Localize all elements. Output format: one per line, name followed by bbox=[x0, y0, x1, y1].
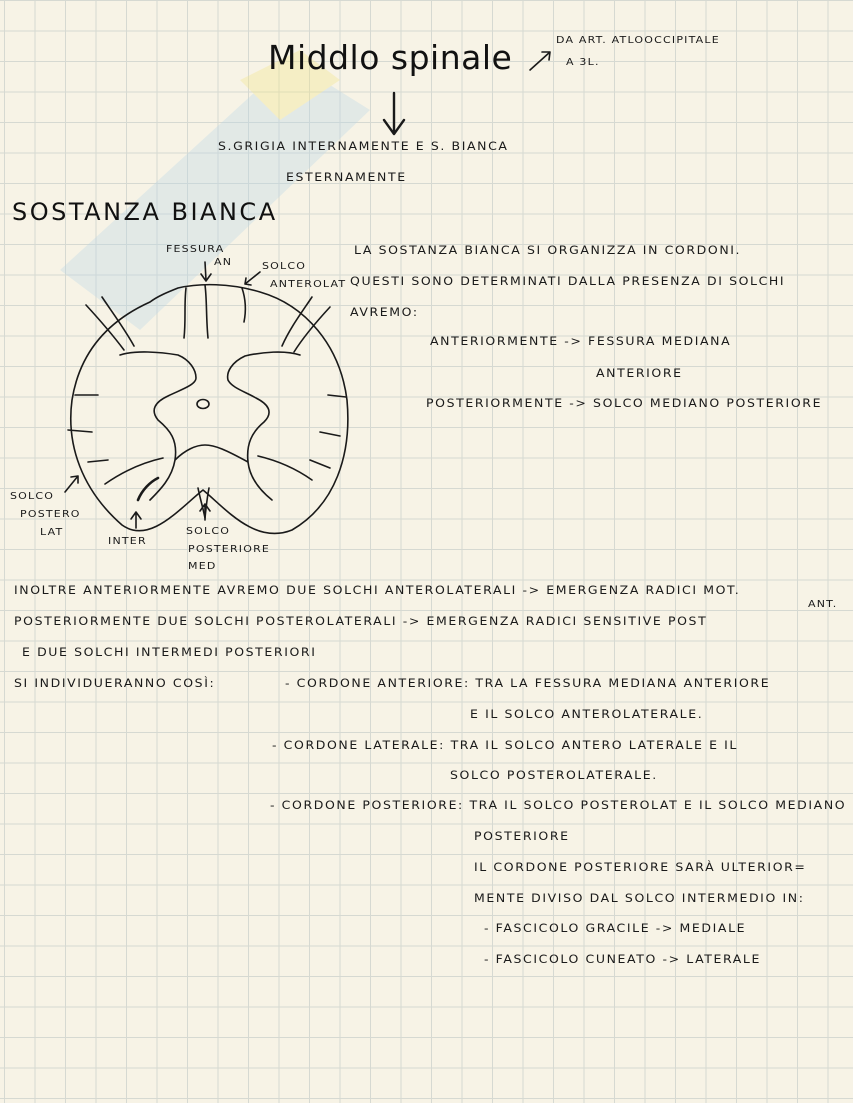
right-text-4: ANTERIORMENTE -> FESSURA MEDIANA bbox=[430, 334, 732, 348]
section-heading: SOSTANZA BIANCA bbox=[12, 198, 278, 226]
body-line-10: - CORDONE POSTERIORE: TRA IL SOLCO POSTEROLAT E IL SOLCO MEDIANO bbox=[270, 798, 847, 812]
page-title: Middlo spinale bbox=[268, 38, 513, 77]
arrow-solco-anterolat-icon bbox=[245, 272, 260, 285]
right-text-1: LA SOSTANZA BIANCA SI ORGANIZZA IN CORDONI. bbox=[354, 243, 742, 257]
label-solco-bottom: SOLCO bbox=[186, 525, 231, 537]
anterior-fissure bbox=[205, 285, 208, 338]
body-line-15: - FASCICOLO CUNEATO -> LATERALE bbox=[484, 952, 761, 966]
label-solco-left: SOLCO bbox=[10, 490, 55, 502]
intro-line-2: ESTERNAMENTE bbox=[286, 170, 407, 184]
cord-outline bbox=[71, 285, 348, 534]
body-line-6: - CORDONE ANTERIORE: TRA LA FESSURA MEDIANA ANTERIORE bbox=[285, 676, 771, 690]
body-line-1: INOLTRE ANTERIORMENTE AVREMO DUE SOLCHI ANTEROLATERALI -> EMERGENZA RADICI MOT. bbox=[14, 583, 741, 597]
body-line-12: IL CORDONE POSTERIORE SARÀ ULTERIOR= bbox=[474, 860, 807, 874]
label-fessura: FESSURA bbox=[166, 243, 225, 255]
grey-matter bbox=[120, 352, 300, 500]
arrow-solco-posterolat-icon bbox=[65, 476, 78, 492]
body-line-7: E IL SOLCO ANTEROLATERALE. bbox=[470, 707, 704, 721]
arrow-solco-med-icon bbox=[200, 504, 210, 520]
body-line-9: SOLCO POSTEROLATERALE. bbox=[450, 768, 658, 782]
central-canal bbox=[197, 400, 209, 409]
body-line-2: ANT. bbox=[808, 598, 838, 610]
arrow-fessura-icon bbox=[201, 262, 211, 281]
label-solco-top: SOLCO bbox=[262, 260, 307, 272]
title-note-1: DA ART. ATLOOCCIPITALE bbox=[556, 34, 720, 46]
title-note-2: A 3L. bbox=[566, 56, 600, 68]
down-arrow-icon bbox=[384, 93, 404, 134]
body-line-13: MENTE DIVISO DAL SOLCO INTERMEDIO IN: bbox=[474, 891, 805, 905]
body-line-4: E DUE SOLCHI INTERMEDI POSTERIORI bbox=[22, 645, 317, 659]
body-line-8: - CORDONE LATERALE: TRA IL SOLCO ANTERO LATERALE E IL bbox=[272, 738, 738, 752]
title-arrow-icon bbox=[530, 52, 550, 70]
body-line-5: SI INDIVIDUERANNO COSÌ: bbox=[14, 676, 216, 690]
right-text-2: QUESTI SONO DETERMINATI DALLA PRESENZA DI SOLCHI bbox=[350, 274, 786, 288]
label-an: AN bbox=[214, 256, 233, 268]
arrow-inter-icon bbox=[131, 512, 141, 528]
body-line-11: POSTERIORE bbox=[474, 829, 570, 843]
label-postero: POSTERO bbox=[20, 508, 81, 520]
body-line-3: POSTERIORMENTE DUE SOLCHI POSTEROLATERALI -> EMERGENZA RADICI SENSITIVE POST bbox=[14, 614, 708, 628]
label-med: MED bbox=[188, 560, 217, 572]
right-text-3: AVREMO: bbox=[350, 305, 419, 319]
label-inter: INTER bbox=[108, 535, 147, 547]
body-line-14: - FASCICOLO GRACILE -> MEDIALE bbox=[484, 921, 747, 935]
label-anterolat: ANTEROLAT bbox=[270, 278, 347, 290]
right-text-5: ANTERIORE bbox=[596, 366, 683, 380]
right-text-6: POSTERIORMENTE -> SOLCO MEDIANO POSTERIORE bbox=[426, 396, 823, 410]
intro-line-1: S.GRIGIA INTERNAMENTE E S. BIANCA bbox=[218, 139, 509, 153]
label-posteriore: POSTERIORE bbox=[188, 543, 271, 555]
label-lat: LAT bbox=[40, 526, 64, 538]
